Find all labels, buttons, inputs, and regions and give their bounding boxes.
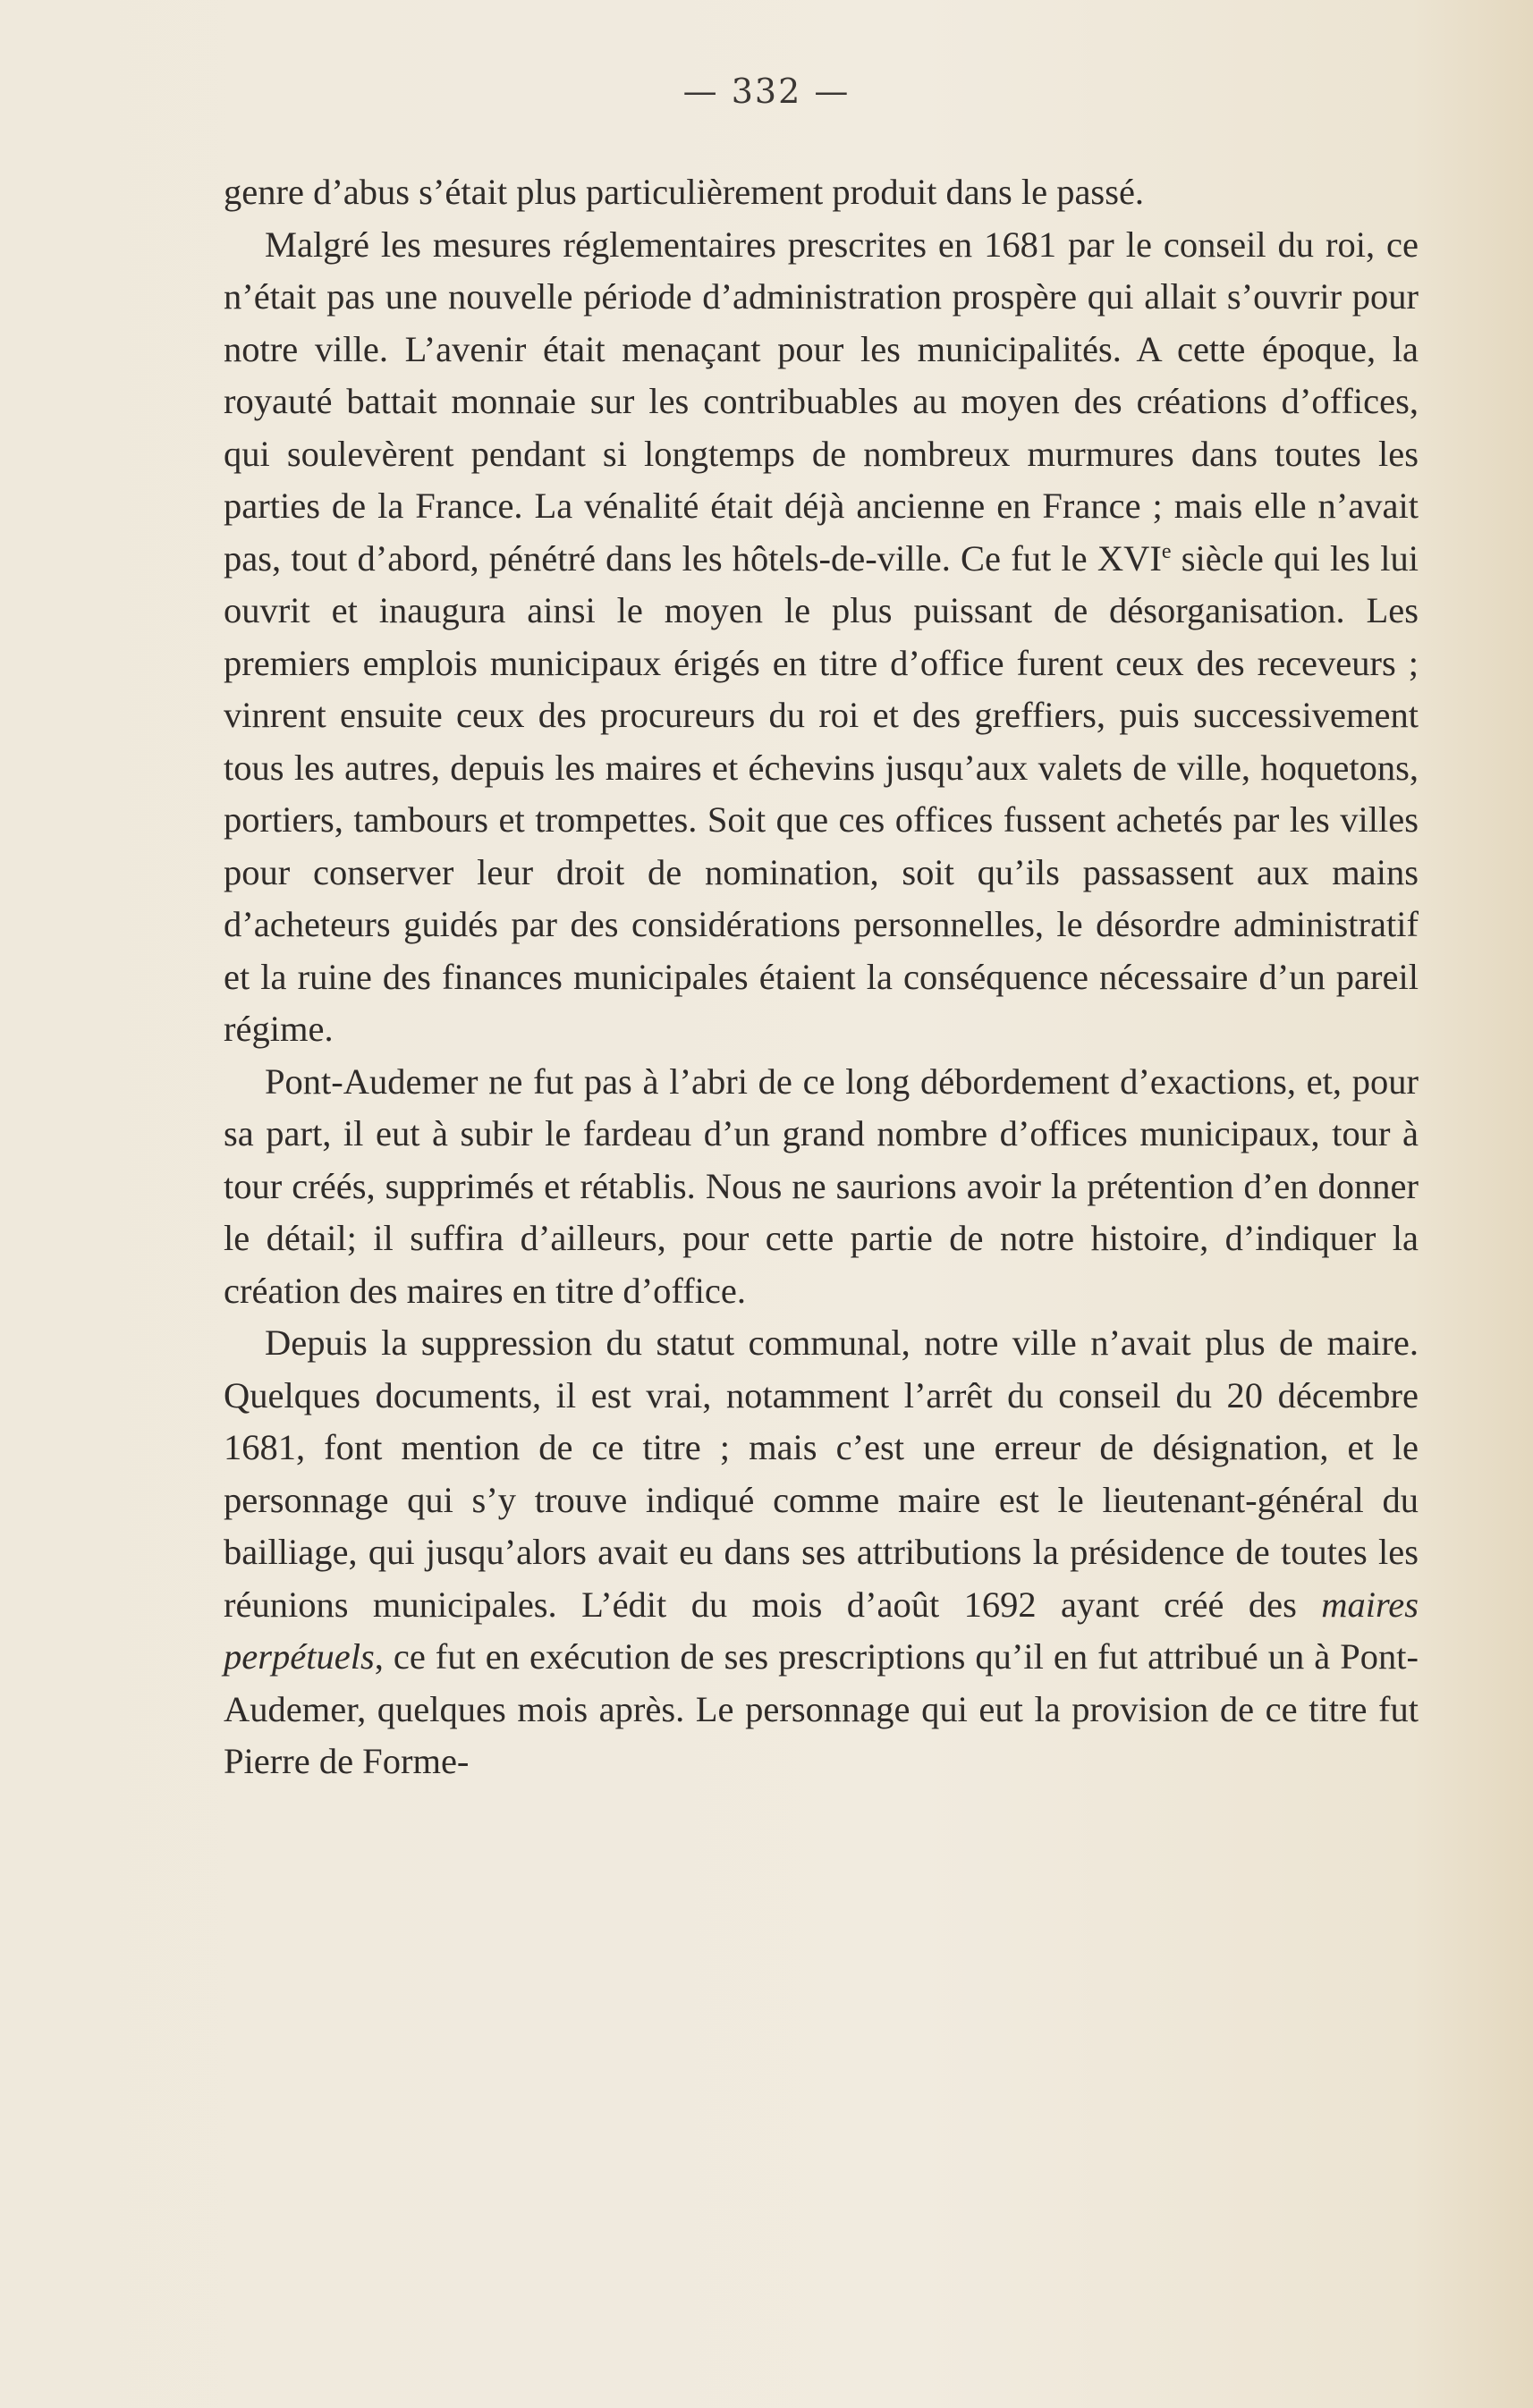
- paragraph-text: genre d’abus s’était plus particulièrement produit dans le passé.: [224, 172, 1145, 212]
- page-number: — 332 —: [682, 72, 851, 111]
- paragraph-text: Depuis la suppression du statut communal, notre ville n’avait plus de maire. Quelques documents, il est vrai, notamment l’arrêt du conseil du 20 décembre 1681, font mention de ce titre ; mais c’est une erreur de désignation, et le personnage qui s’y trouve indiqué comme maire est le lieutenant-général du bailliage, qui jusqu’alors avait eu dans ses attributions la présidence de toutes les réunions municipales. L’édit du mois d’août 1692 ayant créé des: [224, 1322, 1419, 1625]
- superscript: e: [1161, 539, 1172, 563]
- paragraph-text: , ce fut en exécution de ses prescriptions qu’il en fut attribué un à Pont-Audemer, quelques mois après. Le personnage qui eut la provision de ce titre fut Pierre de Forme-: [224, 1636, 1419, 1781]
- paragraph: [224, 219, 1419, 1056]
- body-text: [224, 166, 1419, 1788]
- paragraph-text: Pont-Audemer ne fut pas à l’abri de ce long débordement d’exactions, et, pour sa part, il eut à subir le fardeau d’un grand nombre d’offices municipaux, tour à tour créés, supprimés et rétablis. Nous ne saurions avoir la prétention d’en donner le détail; il suffira d’ailleurs, pour cette partie de notre histoire, d’indiquer la création des maires en titre d’office.: [224, 1060, 1419, 1311]
- paragraph: [224, 1056, 1419, 1318]
- paragraph-text: Malgré les mesures réglementaires prescrites en 1681 par le conseil du roi, ce n’était pas une nouvelle période d’administration prospère qui allait s’ouvrir pour notre ville. L’avenir était menaçant pour les municipalités. A cette époque, la royauté battait monnaie sur les contribuables au moyen des créations d’offices, qui soulevèrent pendant si longtemps de nombreux murmures dans toutes les parties de la France. La vénalité était déjà ancienne en France ; mais elle n’avait pas, tout d’abord, pénétré dans les hôtels-de-ville. Ce fut le XVI: [224, 224, 1419, 579]
- paragraph-text: siècle qui les lui ouvrit et inaugura ainsi le moyen le plus puissant de désorganisation. Les premiers emplois municipaux érigés en titre d’office furent ceux des receveurs ; vinrent ensuite ceux des procureurs du roi et des greffiers, puis successivement tous les autres, depuis les maires et échevins jusqu’aux valets de ville, hoquetons, portiers, tambours et trompettes. Soit que ces offices fussent achetés par les villes pour conserver leur droit de nomination, soit qu’ils passassent aux mains d’acheteurs guidés par des considérations personnelles, le désordre administratif et la ruine des finances municipales étaient la conséquence nécessaire d’un pareil régime.: [224, 537, 1419, 1049]
- italic-term: maires perpétuels: [224, 1584, 1419, 1677]
- paragraph: [224, 1317, 1419, 1788]
- paragraph-continuation: [224, 166, 1419, 219]
